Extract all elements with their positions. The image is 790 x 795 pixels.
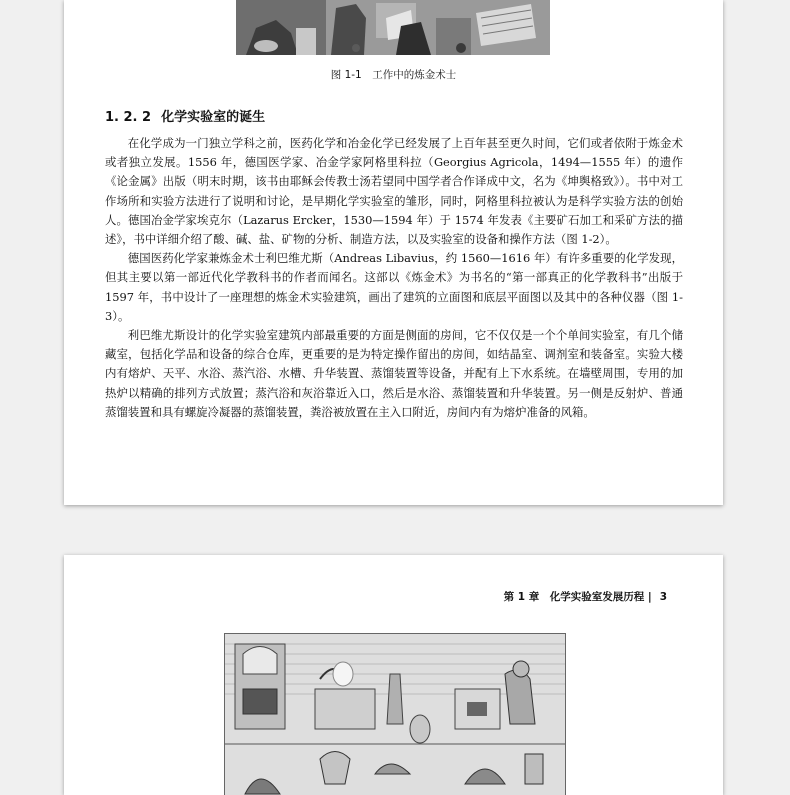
chapter-title: 第 1 章 化学实验室发展历程 | <box>503 591 652 603</box>
book-page-top <box>64 0 723 505</box>
alchemist-engraving-image <box>236 0 550 55</box>
paragraph: 在化学成为一门独立学科之前，医药化学和冶金化学已经发展了上百年甚至更久时间，它们或者依附于炼金术或者独立发展。1556 年，德国医学家、冶金学家阿格里科拉（Georgius Agricola，1494—1555 年）的遗作《论金属》出版（明末时期，该书由耶稣会传教士汤若望同中国学者合作译成中文，名为《坤舆格致》）。书中对工作场所和实验方法进行了说明和讨论，是早期化学实验室的雏形，同时，阿格里科拉被认为是科学实验方法的创始人。德国冶金学家埃克尔（Lazarus Ercker，1530—1594 年）于 1574 年发表《主要矿石加工和采矿方法的描述》，书中详细介绍了酸、碱、盐、矿物的分析、制造方法，以及实验室的设备和操作方法（图 1-2）。 <box>105 136 683 247</box>
paragraph: 德国医药化学家兼炼金术士利巴维尤斯（Andreas Libavius，约 1560—1616 年）有许多重要的化学发现，但其主要以第一部近代化学教科书的作者而闻名。这部以《炼金术》为书名的“第一部真正的化学教科书”出版于 1597 年，书中设计了一座理想的炼金术实验建筑，画出了建筑的立面图和底层平面图以及其中的各种仪器（图 1-3）。 <box>105 251 683 323</box>
paragraph: 利巴维尤斯设计的化学实验室建筑内部最重要的方面是侧面的房间，它不仅仅是一个个单间实验室，有几个储藏室，包括化学品和设备的综合仓库，更重要的是为特定操作留出的房间，如结晶室、调剂室和装备室。实验大楼内有熔炉、天平、水浴、蒸汽浴、水槽、升华装置、蒸馏装置等设备，并配有上下水系统。在墙壁周围，专用的加热炉以精确的排列方式放置；蒸汽浴和灰浴靠近入口，然后是水浴、蒸馏装置和升华装置。另一侧是反射炉、普通蒸馏装置和具有螺旋冷凝器的蒸馏装置，粪浴被放置在主入口附近，房间内有为熔炉准备的风箱。 <box>105 328 683 419</box>
running-header <box>504 589 667 604</box>
page-number: 3 <box>659 591 667 603</box>
section-title: 化学实验室的诞生 <box>161 110 266 125</box>
figure-caption: 图 1-1 工作中的炼金术士 <box>330 69 457 81</box>
alchemist-engraving-illustration <box>236 0 550 55</box>
laboratory-engraving-image <box>224 633 566 795</box>
section-number: 1. 2. 2 <box>105 110 152 125</box>
section-heading <box>105 106 265 125</box>
laboratory-engraving-illustration <box>225 634 565 795</box>
book-page-bottom <box>64 555 723 795</box>
body-text <box>105 134 683 422</box>
